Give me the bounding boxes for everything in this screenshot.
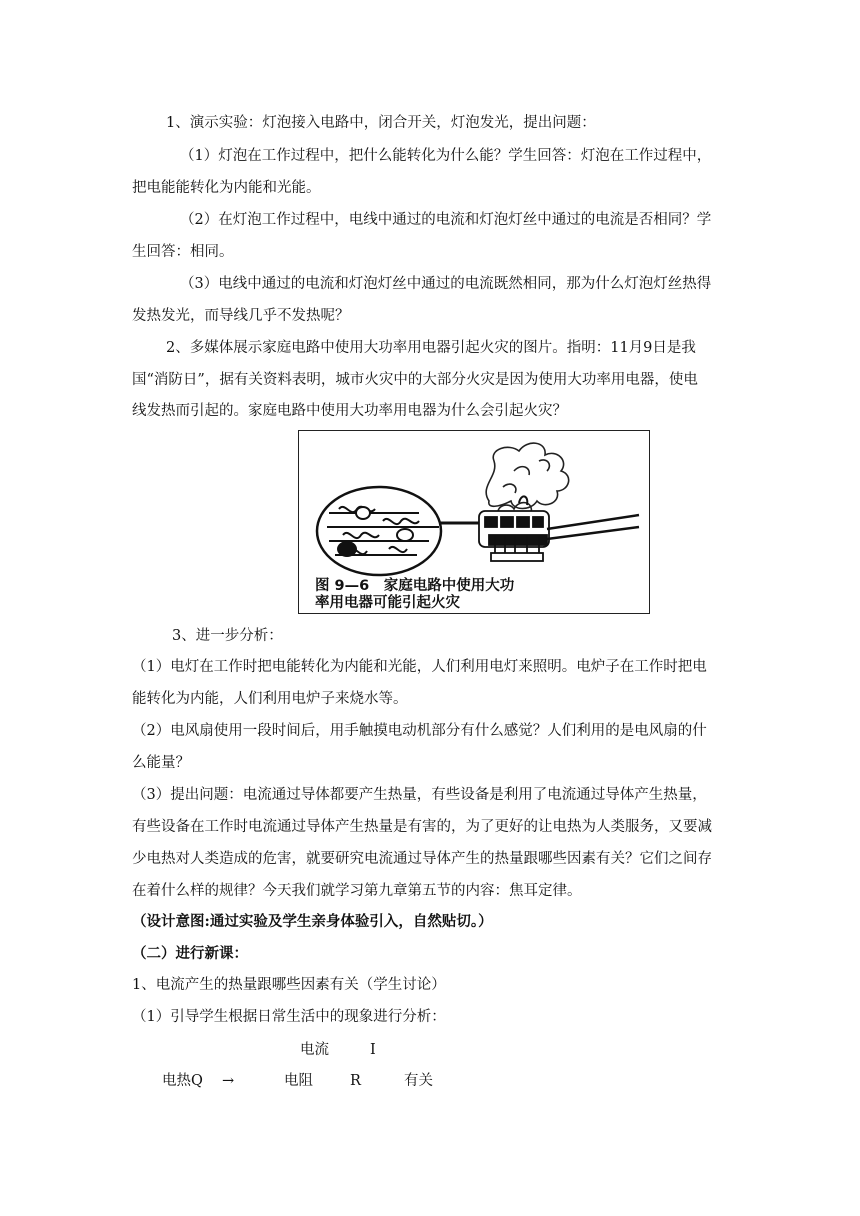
formula-related: 有关 <box>404 1073 433 1089</box>
paragraph-5-line-2: 国“消防日”，据有关资料表明，城市火灾中的大部分火灾是因为使用大功率用电器，使电 <box>132 372 698 388</box>
paragraph-3-line-1: （2）在灯泡工作过程中，电线中通过的电流和灯泡灯丝中通过的电流是否相同？学 <box>180 212 712 228</box>
formula-current-label: 电流 <box>300 1042 329 1058</box>
figure-caption-line-1: 图 9—6 家庭电路中使用大功 <box>315 578 515 594</box>
paragraph-8-line-2: 么能量？ <box>132 755 190 771</box>
figure-caption-line-2: 率用电器可能引起火灾 <box>315 595 460 611</box>
paragraph-3-line-2: 生回答：相同。 <box>132 244 234 260</box>
paragraph-7-line-2: 能转化为内能，人们利用电炉子来烧水等。 <box>132 691 408 707</box>
formula-current-symbol: I <box>370 1042 376 1058</box>
paragraph-9-line-2: 有些设备在工作时电流通过导体产生热量是有害的，为了更好的让电热为人类服务，又要减 <box>132 819 712 835</box>
formula-resistance-label: 电阻 <box>284 1073 313 1089</box>
paragraph-9-line-1: （3）提出问题：电流通过导体都要产生热量，有些设备是利用了电流通过导体产生热量， <box>132 787 707 803</box>
paragraph-9-line-4: 在着什么样的规律？今天我们就学习第九章第五节的内容：焦耳定律。 <box>132 883 582 899</box>
paragraph-12-line-1: 1、电流产生的热量跟哪些因素有关（学生讨论） <box>132 977 446 993</box>
paragraph-2-line-1: （1）灯泡在工作过程中，把什么能转化为什么能？学生回答：灯泡在工作过程中， <box>180 148 712 164</box>
fire-illustration-figure <box>298 430 650 614</box>
paragraph-5-line-3: 线发热而引起的。家庭电路中使用大功率用电器为什么会引起火灾？ <box>132 403 567 419</box>
paragraph-2-line-2: 把电能能转化为内能和光能。 <box>132 180 321 196</box>
section-heading-new-lesson: （二）进行新课： <box>132 945 248 962</box>
paragraph-1-line-1: 1、演示实验：灯泡接入电路中，闭合开关，灯泡发光，提出问题： <box>166 115 596 131</box>
paragraph-4-line-1: （3）电线中通过的电流和灯泡灯丝中通过的电流既然相同，那为什么灯泡灯丝热得 <box>180 276 712 292</box>
paragraph-8-line-1: （2）电风扇使用一段时间后，用手触摸电动机部分有什么感觉？人们利用的是电风扇的什 <box>132 723 707 739</box>
formula-resistance-symbol: R <box>350 1073 361 1089</box>
paragraph-6-line-1: 3、进一步分析： <box>172 628 283 644</box>
formula-heat-label: 电热Q <box>162 1073 203 1089</box>
paragraph-5-line-1: 2、多媒体展示家庭电路中使用大功率用电器引起火灾的图片。指明：11月9日是我 <box>166 340 696 356</box>
paragraph-7-line-1: （1）电灯在工作时把电能转化为内能和光能，人们利用电灯来照明。电炉子在工作时把电 <box>132 659 707 675</box>
design-intent-note: （设计意图:通过实验及学生亲身体验引入，自然贴切。） <box>132 913 493 930</box>
paragraph-4-line-2: 发热发光，而导线几乎不发热呢？ <box>132 308 350 324</box>
formula-arrow: → <box>222 1073 235 1089</box>
paragraph-13-line-1: （1）引导学生根据日常生活中的现象进行分析： <box>132 1009 446 1025</box>
paragraph-9-line-3: 少电热对人类造成的危害，就要研究电流通过导体产生的热量跟哪些因素有关？它们之间存 <box>132 851 712 867</box>
